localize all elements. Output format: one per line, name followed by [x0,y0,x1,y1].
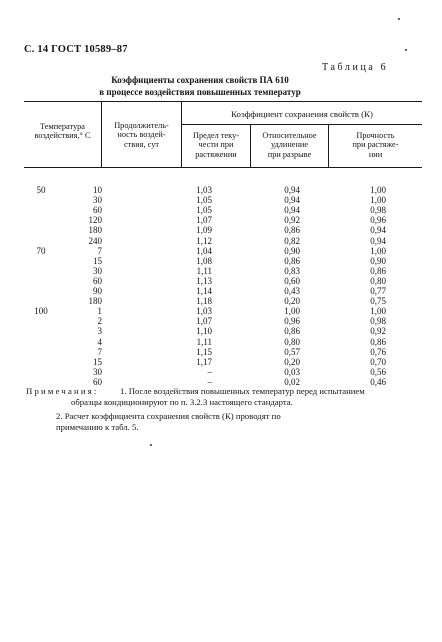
cell-duration: 60 [93,376,102,387]
cell-tensile-limit: 1,07 [196,316,212,327]
cell-duration: 30 [93,366,102,377]
table-title-line1: Коэффициенты сохранения свойств ПА 610 [111,75,289,85]
cell-tensile-limit: 1,11 [196,265,212,276]
cell-tensile-limit: 1,18 [196,296,212,307]
cell-duration: 60 [93,275,102,286]
note-1-line2: образцы кондиционируют по п. 3.2.3 настоящего стандарта. [71,397,293,407]
header-coefficient-group: Коэффициент сохранения свойств (К) [231,109,373,119]
cell-duration: 3 [97,326,102,337]
cell-tensile-limit: 1,09 [196,225,212,236]
table-row [0,276,400,286]
table-row [0,357,400,367]
table-row [0,215,400,225]
note-1-line1: 1. После воздействия повышенных температур перед испытанием [120,386,365,396]
cell-elongation: 0,86 [284,326,300,337]
cell-tensile-limit: 1,12 [196,235,212,246]
table-row [0,185,400,195]
header-bottom-rule [24,167,422,168]
cell-tensile-limit: 1,11 [196,336,212,347]
notes-label: Примечания: [26,386,99,396]
cell-strength: 1,00 [370,306,386,317]
cell-strength: 0,86 [370,265,386,276]
table-row [0,225,400,235]
header-duration: Продолжитель- ность воздей- ствия, сут [114,121,169,149]
table-row [0,296,400,306]
table-label: Таблица 6 [322,62,389,73]
cell-duration: 240 [88,235,102,246]
cell-elongation: 0,82 [284,235,300,246]
cell-elongation: 0,94 [284,185,300,195]
cell-elongation: 1,00 [284,306,300,317]
table-row [0,306,400,316]
cell-duration: 2 [97,316,102,327]
cell-strength: 0,46 [370,376,386,387]
cell-tensile-limit: 1,15 [196,346,212,357]
cell-strength: 1,00 [370,245,386,256]
table-row [0,195,400,205]
cell-tensile-limit: – [207,366,212,377]
cell-strength: 0,75 [370,296,386,307]
header-strength: Прочность при растяже- нии [352,131,399,159]
cell-duration: 7 [97,245,102,256]
scan-speck [398,18,400,20]
cell-duration: 180 [88,225,102,236]
table-row [0,326,400,336]
table-row [0,256,400,266]
cell-strength: 0,77 [370,286,386,296]
table-row [0,337,400,347]
cell-tensile-limit: 1,13 [196,275,212,286]
cell-strength: 0,94 [370,225,386,236]
cell-strength: 0,70 [370,356,386,367]
scan-speck [405,49,407,51]
cell-elongation: 0,86 [284,225,300,236]
cell-duration: 180 [88,296,102,307]
cell-elongation: 0,80 [284,336,300,347]
cell-tensile-limit: 1,05 [196,205,212,216]
cell-strength: 0,86 [370,336,386,347]
cell-elongation: 0,90 [284,245,300,256]
cell-duration: 15 [93,356,102,367]
table-row [0,347,400,357]
cell-duration: 7 [97,346,102,357]
cell-elongation: 0,94 [284,205,300,216]
cell-duration: 30 [93,195,102,206]
table-title-line2: в процессе воздействия повышенных температур [99,87,301,97]
group-header-rule [181,124,422,125]
cell-tensile-limit: 1,17 [196,356,212,367]
cell-temperature: 100 [34,306,48,317]
cell-strength: 1,00 [370,195,386,206]
note-2-line2: примечанию к табл. 5. [56,422,139,432]
cell-strength: 0,80 [370,275,386,286]
cell-elongation: 0,03 [284,366,300,377]
cell-elongation: 0,94 [284,195,300,206]
cell-elongation: 0,60 [284,275,300,286]
cell-strength: 1,00 [370,185,386,195]
page-header: С. 14 ГОСТ 10589–87 [24,44,128,55]
table-top-rule [24,101,422,102]
cell-tensile-limit: 1,03 [196,306,212,317]
cell-elongation: 0,20 [284,296,300,307]
note-2-line1: 2. Расчет коэффициента сохранения свойств (К) проводят по [56,411,281,421]
header-elongation: Относительное удлинение при разрыве [262,131,317,159]
table-row [0,266,400,276]
table-row [0,246,400,256]
cell-elongation: 0,57 [284,346,300,357]
cell-duration: 15 [93,255,102,266]
table-row [0,367,400,377]
cell-strength: 0,56 [370,366,386,377]
cell-elongation: 0,20 [284,356,300,367]
table-row [0,316,400,326]
cell-tensile-limit: 1,10 [196,326,212,337]
cell-duration: 1 [97,306,102,317]
cell-tensile-limit: 1,03 [196,185,212,195]
cell-tensile-limit: 1,08 [196,255,212,266]
cell-elongation: 0,02 [284,376,300,387]
cell-strength: 0,90 [370,255,386,266]
cell-strength: 0,76 [370,346,386,357]
cell-duration: 10 [93,185,102,195]
cell-tensile-limit: 1,07 [196,215,212,226]
cell-duration: 4 [97,336,102,347]
cell-temperature: 70 [36,245,46,256]
cell-duration: 120 [88,215,102,226]
cell-tensile-limit: – [207,376,212,387]
cell-elongation: 0,43 [284,286,300,296]
cell-duration: 90 [93,286,102,296]
cell-temperature: 50 [36,185,46,195]
cell-strength: 0,92 [370,326,386,337]
cell-strength: 0,96 [370,215,386,226]
cell-tensile-limit: 1,14 [196,286,212,296]
cell-elongation: 0,86 [284,255,300,266]
cell-tensile-limit: 1,04 [196,245,212,256]
cell-tensile-limit: 1,05 [196,195,212,206]
cell-elongation: 0,96 [284,316,300,327]
header-temperature: Температура воздействия,° С [34,122,91,141]
table-row [0,286,400,296]
cell-strength: 0,94 [370,235,386,246]
cell-elongation: 0,83 [284,265,300,276]
cell-duration: 30 [93,265,102,276]
scan-speck [150,444,152,446]
header-tensile-limit: Предел теку- чести при растяжении [193,131,239,159]
cell-duration: 60 [93,205,102,216]
cell-strength: 0,98 [370,205,386,216]
cell-elongation: 0,92 [284,215,300,226]
cell-strength: 0,98 [370,316,386,327]
table-row [0,205,400,215]
table-row [0,236,400,246]
